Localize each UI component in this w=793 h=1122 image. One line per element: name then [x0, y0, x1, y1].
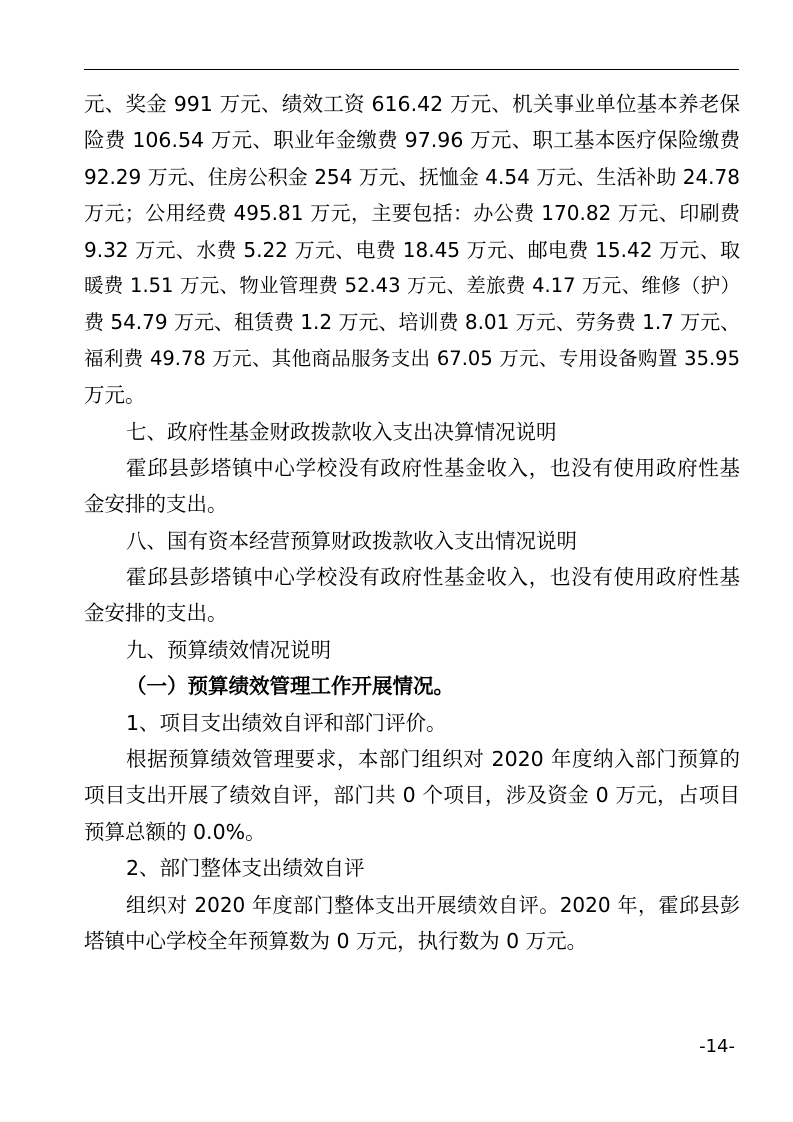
- header-rule: [84, 69, 739, 70]
- body-text-line: 万元。: [84, 383, 146, 408]
- item-heading-1: 1、项目支出绩效自评和部门评价。: [126, 710, 447, 735]
- section-heading-nine: 九、预算绩效情况说明: [126, 637, 331, 662]
- body-text-line: 92.29 万元、住房公积金 254 万元、抚恤金 4.54 万元、生活补助 24.78: [84, 164, 740, 189]
- body-text-line: 霍邱县彭塔镇中心学校没有政府性基金收入，也没有使用政府性基: [126, 565, 740, 590]
- body-text-line: 金安排的支出。: [84, 492, 228, 517]
- body-text-line: 元、奖金 991 万元、绩效工资 616.42 万元、机关事业单位基本养老保: [84, 92, 740, 116]
- body-text-line: 9.32 万元、水费 5.22 万元、电费 18.45 万元、邮电费 15.42 万元、取: [84, 237, 740, 262]
- body-text-line: 预算总额的 0.0%。: [84, 819, 266, 844]
- section-heading-eight: 八、国有资本经营预算财政拨款收入支出情况说明: [126, 528, 577, 553]
- body-text-line: 金安排的支出。: [84, 601, 228, 626]
- item-heading-2: 2、部门整体支出绩效自评: [126, 856, 365, 881]
- body-text-line: 万元；公用经费 495.81 万元，主要包括：办公费 170.82 万元、印刷费: [84, 201, 740, 226]
- body-text-line: 暖费 1.51 万元、物业管理费 52.43 万元、差旅费 4.17 万元、维修（护）: [84, 273, 740, 297]
- body-text-line: 险费 106.54 万元、职业年金缴费 97.96 万元、职工基本医疗保险缴费: [84, 128, 740, 153]
- body-text-line: 费 54.79 万元、租赁费 1.2 万元、培训费 8.01 万元、劳务费 1.7 万元、: [84, 310, 741, 335]
- page-number: -14-: [699, 1036, 735, 1057]
- body-text-line: 根据预算绩效管理要求，本部门组织对 2020 年度纳入部门预算的: [126, 747, 740, 772]
- subsection-heading: （一）预算绩效管理工作开展情况。: [126, 674, 454, 699]
- section-heading-seven: 七、政府性基金财政拨款收入支出决算情况说明: [126, 419, 557, 444]
- body-text-line: 项目支出开展了绩效自评，部门共 0 个项目，涉及资金 0 万元，占项目: [84, 783, 740, 808]
- body-text-line: 组织对 2020 年度部门整体支出开展绩效自评。2020 年，霍邱县彭: [126, 892, 740, 917]
- body-text-line: 霍邱县彭塔镇中心学校没有政府性基金收入，也没有使用政府性基: [126, 455, 740, 480]
- body-text-line: 福利费 49.78 万元、其他商品服务支出 67.05 万元、专用设备购置 35.95: [84, 346, 740, 370]
- document-body: [84, 86, 740, 959]
- body-text-line: 塔镇中心学校全年预算数为 0 万元，执行数为 0 万元。: [84, 928, 588, 953]
